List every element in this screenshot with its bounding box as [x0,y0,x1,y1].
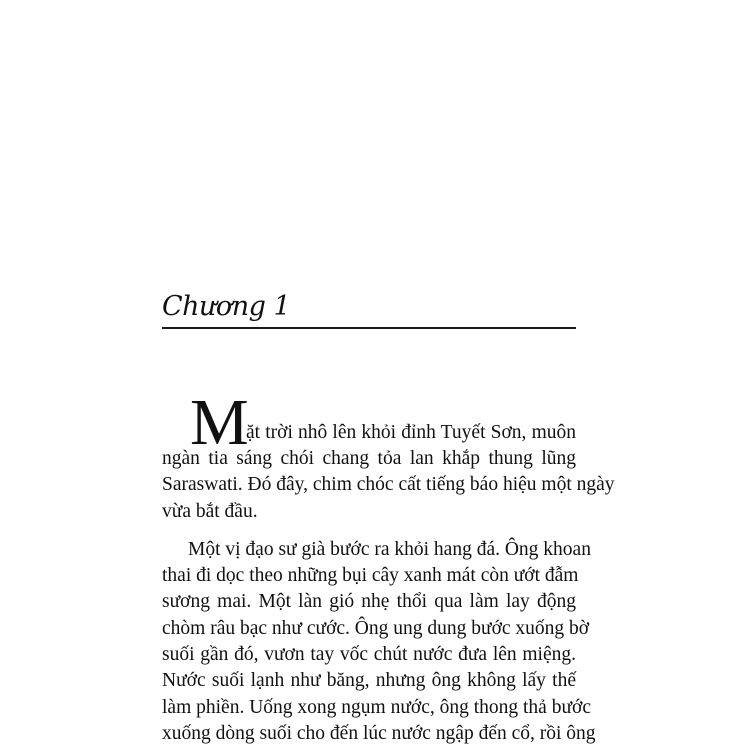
text-line: Nước suối lạnh như băng, nhưng ông không lấy thế [162,670,576,692]
text-line: vừa bắt đầu. [162,500,258,522]
lead-line-text: ặt trời nhô lên khỏi đỉnh Tuyết Sơn, muôn [246,422,576,443]
text-line: chòm râu bạc như cước. Ông ung dung bước xuống bờ [162,617,590,639]
text-line: ngàn tia sáng chói chang tỏa lan khắp thung lũng [162,448,576,469]
text-line: làm phiền. Uống xong ngụm nước, ông thong thả bước [162,696,591,718]
chapter-body [162,386,615,747]
drop-cap: M [190,386,249,459]
paragraph-2 [162,537,596,747]
chapter-divider-rule [162,327,576,329]
paragraph-1 [162,386,615,525]
text-line: suối gần đó, vươn tay vốc chút nước đưa lên miệng. [162,644,576,666]
text-line: xuống dòng suối cho đến lúc nước ngập đến cổ, rồi ông [162,722,596,744]
text-line: sương mai. Một làn gió nhẹ thổi qua làm lay động [162,591,576,613]
text-line: Saraswati. Đó đây, chim chóc cất tiếng báo hiệu một ngày [162,474,615,496]
text-line: thai đi dọc theo những bụi cây xanh mát còn ướt đẫm [162,565,579,587]
text-line: Một vị đạo sư già bước ra khỏi hang đá. Ông khoan [188,538,591,560]
chapter-heading: Chương 1 [162,291,291,322]
